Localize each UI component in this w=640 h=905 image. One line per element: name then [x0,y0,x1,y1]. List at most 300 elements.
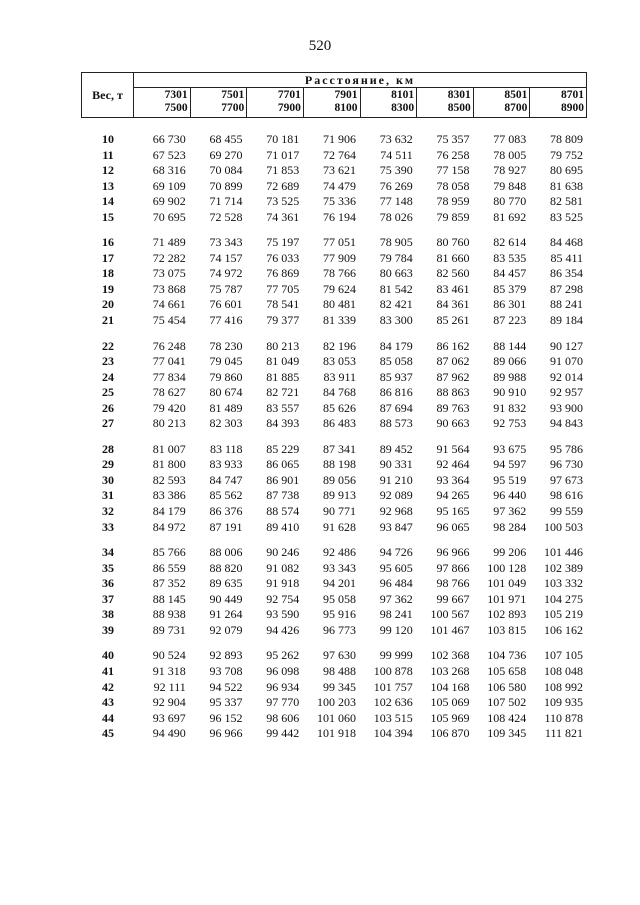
value-cell: 96 152 [209,710,243,725]
value-cell: 102 893 [487,607,527,622]
value-cell: 92 754 [266,591,300,606]
value-cell: 87 738 [266,488,300,503]
value-cell: 111 821 [544,726,583,741]
range-from: 8301 [447,89,471,101]
value-cell: 96 966 [209,726,243,741]
value-cell: 78 627 [152,385,186,400]
value-cell: 92 486 [323,545,356,560]
value-cell: 85 411 [550,250,583,265]
value-cell: 82 614 [493,235,527,250]
value-cell: 95 337 [209,695,243,710]
weight-cell: 17 [102,250,114,265]
value-cell: 73 868 [152,281,186,296]
row-group [81,132,587,225]
value-cell: 75 787 [209,281,243,296]
range-from: 7701 [277,89,301,101]
weight-cell: 18 [102,266,114,281]
value-cell: 87 962 [436,369,470,384]
value-cell: 93 675 [493,441,527,456]
table-row [81,457,587,473]
value-cell: 67 523 [152,147,186,162]
value-cell: 99 667 [436,591,470,606]
table-header [81,72,587,118]
value-cell: 70 695 [152,209,186,224]
value-cell: 98 606 [266,710,300,725]
table-row [81,282,587,298]
value-cell: 90 663 [436,416,470,431]
value-cell: 96 730 [550,457,583,472]
value-cell: 86 162 [436,338,470,353]
value-cell: 78 541 [266,297,300,312]
value-cell: 98 766 [436,576,470,591]
value-cell: 108 048 [544,663,583,678]
table-row [81,179,587,195]
value-cell: 92 014 [550,369,583,384]
value-cell: 95 058 [323,591,356,606]
value-cell: 81 542 [379,281,413,296]
value-cell: 92 957 [550,385,583,400]
value-cell: 91 070 [550,354,583,369]
value-cell: 81 339 [323,313,356,328]
value-cell: 85 261 [436,313,470,328]
value-cell: 98 241 [379,607,413,622]
weight-column-header: Вес, т [82,73,134,117]
value-cell: 77 148 [379,194,413,209]
value-cell: 69 902 [152,194,186,209]
value-cell: 96 966 [436,545,470,560]
value-cell: 101 918 [317,726,356,741]
value-cell: 83 118 [209,441,243,456]
value-cell: 95 165 [436,504,470,519]
weight-cell: 30 [102,472,114,487]
value-cell: 79 860 [209,369,243,384]
value-cell: 109 345 [487,726,527,741]
range-to: 8100 [334,102,358,114]
table-row [81,680,587,696]
value-cell: 105 069 [430,695,470,710]
value-cell: 83 911 [323,369,356,384]
value-cell: 88 144 [493,338,527,353]
value-cell: 77 158 [436,163,470,178]
weight-cell: 25 [102,385,114,400]
value-cell: 85 766 [152,545,186,560]
value-cell: 98 488 [323,663,356,678]
value-cell: 74 361 [266,209,300,224]
value-cell: 94 597 [493,457,527,472]
value-cell: 93 364 [436,472,470,487]
value-cell: 102 389 [544,560,583,575]
value-cell: 105 969 [430,710,470,725]
table-row [81,313,587,329]
value-cell: 84 768 [323,385,356,400]
range-to: 7700 [221,102,245,114]
value-cell: 103 815 [487,622,527,637]
value-cell: 103 268 [430,663,470,678]
weight-cell: 19 [102,281,114,296]
value-cell: 93 847 [379,519,413,534]
weight-cell: 10 [102,132,114,146]
range-to: 8300 [391,102,415,114]
value-cell: 85 058 [379,354,413,369]
range-to: 8900 [561,102,584,114]
value-cell: 79 420 [152,400,186,415]
value-cell: 78 766 [323,266,356,281]
value-cell: 70 181 [266,132,300,146]
value-cell: 91 628 [323,519,356,534]
value-cell: 76 033 [266,250,300,265]
value-cell: 96 440 [493,488,527,503]
value-cell: 86 301 [493,297,527,312]
row-group [81,442,587,535]
value-cell: 80 213 [266,338,300,353]
value-cell: 85 379 [493,281,527,296]
value-cell: 70 899 [209,178,243,193]
value-cell: 83 535 [493,250,527,265]
value-cell: 83 300 [379,313,413,328]
value-cell: 86 483 [323,416,356,431]
value-cell: 104 275 [544,591,583,606]
value-cell: 101 757 [373,679,413,694]
value-cell: 77 051 [323,235,356,250]
value-cell: 89 056 [323,472,356,487]
value-cell: 99 559 [550,504,583,519]
table-row [81,473,587,489]
value-cell: 88 820 [209,560,243,575]
value-cell: 100 503 [544,519,583,534]
value-cell: 95 916 [323,607,356,622]
value-cell: 71 853 [266,163,300,178]
value-cell: 79 859 [436,209,470,224]
value-cell: 106 870 [430,726,470,741]
value-cell: 88 006 [209,545,243,560]
range-header [247,88,304,117]
value-cell: 92 111 [153,679,186,694]
distance-range-row [134,88,586,117]
value-cell: 98 284 [493,519,527,534]
table-row [81,545,587,561]
value-cell: 76 601 [209,297,243,312]
range-from: 7501 [221,89,245,101]
value-cell: 101 971 [487,591,527,606]
value-cell: 90 331 [379,457,413,472]
value-cell: 72 282 [152,250,186,265]
value-cell: 82 593 [152,472,186,487]
value-cell: 99 999 [379,648,413,663]
value-cell: 91 210 [379,472,413,487]
value-cell: 78 927 [493,163,527,178]
value-cell: 74 511 [380,147,413,162]
value-cell: 95 605 [379,560,413,575]
value-cell: 76 269 [379,178,413,193]
value-cell: 79 377 [266,313,300,328]
value-cell: 99 206 [493,545,527,560]
value-cell: 66 730 [152,132,186,146]
table-row [81,561,587,577]
weight-cell: 11 [102,147,114,162]
value-cell: 70 084 [209,163,243,178]
weight-cell: 35 [102,560,114,575]
value-cell: 81 007 [152,441,186,456]
value-cell: 75 357 [436,132,470,146]
value-cell: 80 663 [379,266,413,281]
weight-cell: 42 [102,679,114,694]
value-cell: 92 464 [436,457,470,472]
value-cell: 72 764 [323,147,356,162]
value-cell: 102 368 [430,648,470,663]
value-cell: 104 168 [430,679,470,694]
weight-cell: 15 [102,209,114,224]
weight-cell: 44 [102,710,114,725]
value-cell: 103 332 [544,576,583,591]
weight-cell: 22 [102,338,114,353]
table-row [81,385,587,401]
table-row [81,442,587,458]
range-to: 7500 [164,102,188,114]
value-cell: 101 446 [544,545,583,560]
value-cell: 82 560 [436,266,470,281]
value-cell: 91 832 [493,400,527,415]
value-cell: 71 017 [266,147,300,162]
weight-cell: 38 [102,607,114,622]
value-cell: 77 909 [323,250,356,265]
value-cell: 75 197 [266,235,300,250]
value-cell: 100 567 [430,607,470,622]
value-cell: 80 770 [493,194,527,209]
value-cell: 88 573 [379,416,413,431]
range-from: 8101 [391,89,415,101]
weight-cell: 32 [102,504,114,519]
range-header [361,88,418,117]
value-cell: 94 726 [379,545,413,560]
value-cell: 100 203 [317,695,356,710]
value-cell: 87 062 [436,354,470,369]
value-cell: 86 354 [550,266,583,281]
weight-cell: 28 [102,441,114,456]
value-cell: 82 303 [209,416,243,431]
value-cell: 89 731 [152,622,186,637]
value-cell: 81 885 [266,369,300,384]
range-from: 7901 [334,89,358,101]
value-cell: 80 213 [152,416,186,431]
value-cell: 82 581 [550,194,583,209]
value-cell: 81 638 [550,178,583,193]
value-cell: 91 264 [209,607,243,622]
value-cell: 87 341 [323,441,356,456]
value-cell: 71 489 [152,235,186,250]
weight-cell: 39 [102,622,114,637]
value-cell: 77 041 [152,354,186,369]
value-cell: 91 564 [436,441,470,456]
table-row [81,623,587,639]
table-row [81,592,587,608]
value-cell: 85 626 [323,400,356,415]
value-cell: 80 674 [209,385,243,400]
value-cell: 73 075 [152,266,186,281]
value-cell: 87 191 [209,519,243,534]
value-cell: 94 265 [436,488,470,503]
value-cell: 100 128 [487,560,527,575]
value-cell: 88 198 [323,457,356,472]
value-cell: 76 869 [266,266,300,281]
value-cell: 90 449 [209,591,243,606]
table-row [81,148,587,164]
range-header [530,88,586,117]
weight-cell: 34 [102,545,114,560]
weight-cell: 45 [102,726,114,741]
range-to: 8500 [447,102,471,114]
table-row [81,416,587,432]
value-cell: 89 913 [323,488,356,503]
value-cell: 88 145 [152,591,186,606]
range-from: 8501 [504,89,528,101]
range-from: 7301 [164,89,188,101]
value-cell: 86 559 [152,560,186,575]
range-header [474,88,531,117]
weight-cell: 24 [102,369,114,384]
value-cell: 84 179 [379,338,413,353]
table-row [81,664,587,680]
value-cell: 78 905 [379,235,413,250]
value-cell: 97 630 [323,648,356,663]
value-cell: 74 972 [209,266,243,281]
weight-cell: 31 [102,488,114,503]
weight-cell: 23 [102,354,114,369]
value-cell: 89 635 [209,576,243,591]
table-row [81,235,587,251]
value-cell: 79 624 [323,281,356,296]
value-cell: 108 424 [487,710,527,725]
value-cell: 97 362 [493,504,527,519]
value-cell: 106 162 [544,622,583,637]
value-cell: 92 968 [379,504,413,519]
value-cell: 107 502 [487,695,527,710]
value-cell: 83 525 [550,209,583,224]
table-row [81,266,587,282]
value-cell: 78 058 [436,178,470,193]
value-cell: 87 694 [379,400,413,415]
value-cell: 84 393 [266,416,300,431]
value-cell: 94 490 [152,726,186,741]
value-cell: 85 229 [266,441,300,456]
value-cell: 90 246 [266,545,300,560]
value-cell: 73 632 [379,132,413,146]
value-cell: 101 049 [487,576,527,591]
value-cell: 77 416 [209,313,243,328]
weight-cell: 26 [102,400,114,415]
table-row [81,132,587,148]
weight-cell: 40 [102,648,114,663]
table-row [81,401,587,417]
weight-cell: 27 [102,416,114,431]
value-cell: 81 660 [436,250,470,265]
table-row [81,297,587,313]
table-body [81,132,587,752]
value-cell: 108 992 [544,679,583,694]
value-cell: 88 574 [266,504,300,519]
value-cell: 97 673 [550,472,583,487]
value-cell: 107 105 [544,648,583,663]
value-cell: 73 525 [266,194,300,209]
value-cell: 109 935 [544,695,583,710]
value-cell: 91 318 [152,663,186,678]
range-header [417,88,474,117]
table-row [81,488,587,504]
table-row [81,648,587,664]
table-row [81,210,587,226]
value-cell: 106 580 [487,679,527,694]
value-cell: 92 753 [493,416,527,431]
value-cell: 97 362 [379,591,413,606]
value-cell: 102 636 [373,695,413,710]
value-cell: 73 621 [323,163,356,178]
value-cell: 86 065 [266,457,300,472]
weight-cell: 43 [102,695,114,710]
value-cell: 81 800 [152,457,186,472]
weight-cell: 12 [102,163,114,178]
value-cell: 68 455 [209,132,243,146]
value-cell: 99 442 [266,726,300,741]
value-cell: 86 376 [209,504,243,519]
value-cell: 87 298 [550,281,583,296]
value-cell: 78 005 [493,147,527,162]
value-cell: 88 938 [152,607,186,622]
value-cell: 96 065 [436,519,470,534]
table-row [81,695,587,711]
value-cell: 82 196 [323,338,356,353]
table-row [81,607,587,623]
value-cell: 87 223 [493,313,527,328]
range-header [304,88,361,117]
table-row [81,520,587,536]
value-cell: 69 270 [209,147,243,162]
value-cell: 75 336 [323,194,356,209]
table-row [81,339,587,355]
value-cell: 98 616 [550,488,583,503]
range-to: 8700 [504,102,528,114]
value-cell: 90 127 [550,338,583,353]
value-cell: 101 060 [317,710,356,725]
weight-cell: 33 [102,519,114,534]
value-cell: 84 361 [436,297,470,312]
value-cell: 72 528 [209,209,243,224]
value-cell: 81 489 [209,400,243,415]
table-row [81,726,587,742]
value-cell: 89 988 [493,369,527,384]
value-cell: 83 933 [209,457,243,472]
value-cell: 71 714 [209,194,243,209]
row-group [81,545,587,638]
table-row [81,354,587,370]
value-cell: 87 352 [152,576,186,591]
value-cell: 80 481 [323,297,356,312]
value-cell: 84 179 [152,504,186,519]
value-cell: 78 959 [436,194,470,209]
value-cell: 96 934 [266,679,300,694]
value-cell: 81 049 [266,354,300,369]
value-cell: 83 386 [152,488,186,503]
weight-cell: 13 [102,178,114,193]
value-cell: 99 345 [323,679,356,694]
value-cell: 90 771 [323,504,356,519]
value-cell: 93 343 [323,560,356,575]
weight-cell: 20 [102,297,114,312]
value-cell: 89 410 [266,519,300,534]
value-cell: 104 394 [373,726,413,741]
value-cell: 97 866 [436,560,470,575]
page-number: 520 [308,38,332,54]
value-cell: 97 770 [266,695,300,710]
value-cell: 93 900 [550,400,583,415]
